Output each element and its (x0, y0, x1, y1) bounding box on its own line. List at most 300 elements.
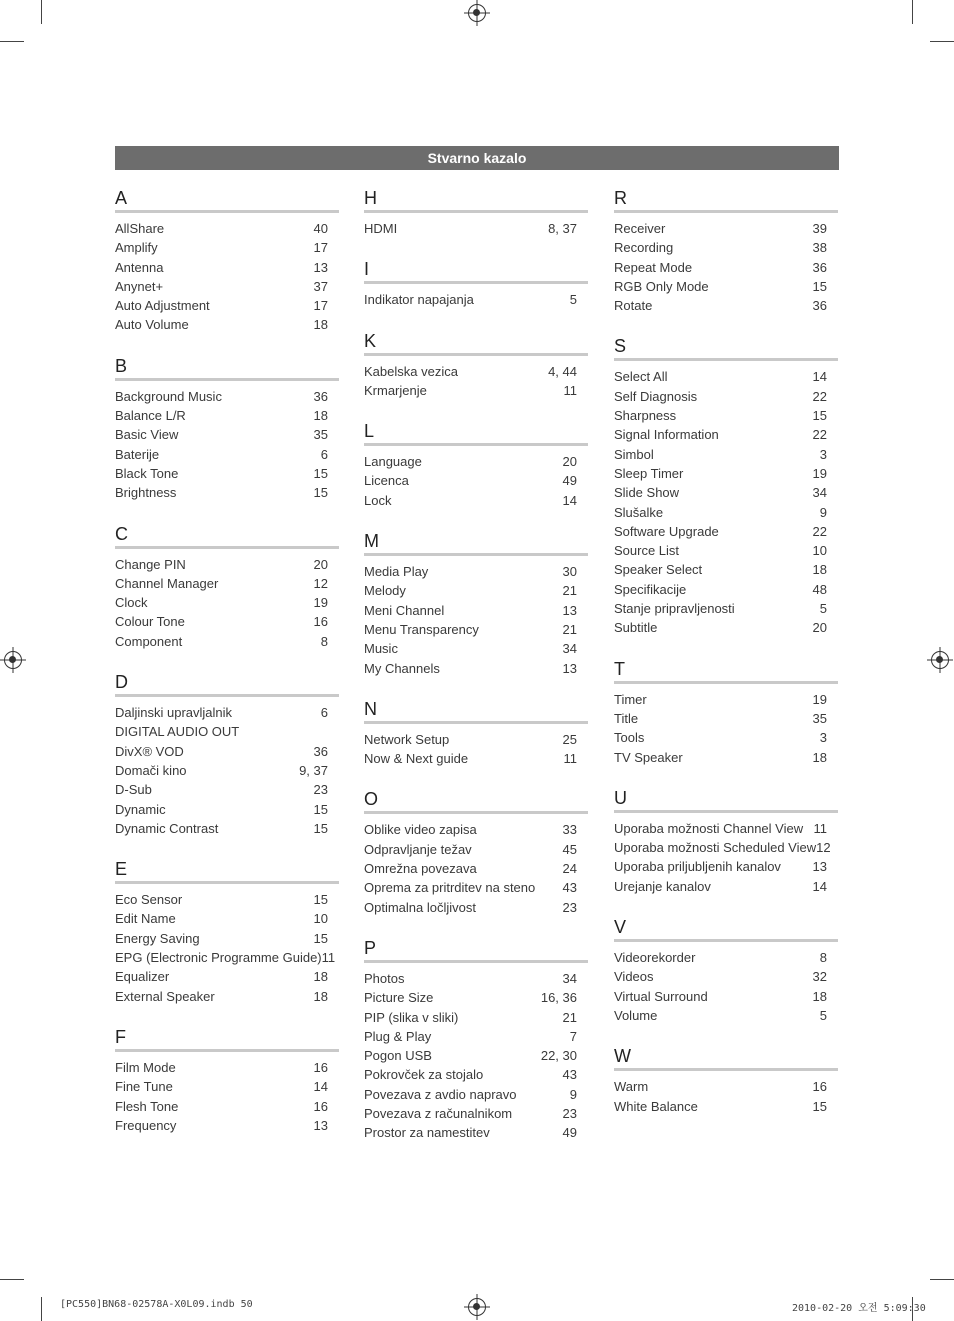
entry-term: Omrežna povezava (364, 861, 477, 877)
section-letter: U (614, 786, 838, 813)
index-entry (364, 362, 588, 381)
index-entry (364, 659, 588, 678)
entry-page: 8 (819, 950, 827, 966)
index-section-r (614, 186, 838, 315)
index-entry (115, 612, 339, 631)
entry-page: 18 (313, 988, 328, 1004)
entry-term: Dynamic Contrast (115, 820, 219, 836)
entry-term: TV Speaker (614, 749, 683, 765)
section-letter: L (364, 419, 588, 446)
index-entry (614, 464, 838, 483)
index-entry (115, 742, 339, 761)
section-letter: O (364, 787, 588, 814)
entry-term: Stanje pripravljenosti (614, 601, 735, 617)
entry-term: Auto Adjustment (115, 298, 210, 314)
entry-page: 15 (313, 801, 328, 817)
index-entry (614, 857, 838, 876)
index-section-a (115, 186, 339, 335)
entry-page: 11 (321, 950, 336, 966)
entry-page: 34 (812, 485, 827, 501)
index-section-p (364, 936, 588, 1143)
entry-page: 40 (313, 221, 328, 236)
entry-term: Domači kino (115, 762, 187, 778)
entry-term: Urejanje kanalov (614, 878, 711, 894)
index-section-h (364, 186, 588, 238)
entry-term: Brightness (115, 485, 177, 501)
section-letter: B (115, 354, 339, 381)
entry-page: 15 (313, 465, 328, 481)
entry-page: 49 (562, 1125, 577, 1141)
entry-page: 15 (313, 892, 328, 908)
entry-term: Menu Transparency (364, 621, 479, 637)
index-entry (364, 969, 588, 988)
index-section-f (115, 1025, 339, 1135)
entry-page: 16 (313, 1098, 328, 1114)
index-entry (364, 730, 588, 749)
entry-page: 14 (313, 1079, 328, 1095)
entry-term: Virtual Surround (614, 988, 708, 1004)
index-entry (115, 574, 339, 593)
entry-term: Language (364, 454, 422, 470)
entry-page: 14 (812, 369, 827, 385)
entry-term: Volume (614, 1007, 658, 1023)
index-entry (115, 1097, 339, 1116)
index-entry (364, 859, 588, 878)
entry-term: Flesh Tone (115, 1098, 179, 1114)
entry-term: Uporaba priljubljenih kanalov (614, 859, 781, 875)
entry-term: DIGITAL AUDIO OUT (115, 724, 240, 740)
index-entry (115, 315, 339, 334)
index-entry (364, 1008, 588, 1027)
entry-page: 12 (313, 575, 328, 591)
index-section-d (115, 670, 339, 838)
entry-term: Antenna (115, 259, 164, 275)
index-entry (364, 898, 588, 917)
entry-term: Music (364, 641, 398, 657)
index-entry (364, 290, 588, 309)
entry-term: Frequency (115, 1117, 177, 1133)
entry-term: Meni Channel (364, 602, 445, 618)
index-entry (364, 581, 588, 600)
index-entry (115, 722, 339, 741)
index-entry (614, 819, 838, 838)
entry-term: Source List (614, 543, 680, 559)
index-entry (115, 1116, 339, 1135)
index-entry (364, 988, 588, 1007)
entry-page: 20 (562, 454, 577, 470)
index-entry (614, 709, 838, 728)
index-entry (614, 599, 838, 618)
index-entry (614, 367, 838, 386)
entry-page: 32 (812, 969, 827, 985)
entry-page: 15 (812, 1098, 827, 1114)
entry-term: Speaker Select (614, 562, 703, 578)
index-entry (115, 258, 339, 277)
index-entry (115, 445, 339, 464)
index-entry (614, 748, 838, 767)
entry-term: Energy Saving (115, 930, 200, 946)
entry-page: 38 (812, 240, 827, 256)
index-entry (614, 258, 838, 277)
entry-term: Picture Size (364, 990, 434, 1006)
index-entry (364, 381, 588, 400)
entry-page: 13 (313, 259, 328, 275)
entry-term: Dynamic (115, 801, 166, 817)
index-entry (115, 890, 339, 909)
index-entry (614, 1006, 838, 1025)
entry-term: Auto Volume (115, 317, 189, 333)
section-letter: F (115, 1025, 339, 1052)
index-section-l (364, 419, 588, 510)
index-entry (115, 238, 339, 257)
index-entry (364, 1085, 588, 1104)
entry-term: My Channels (364, 660, 440, 676)
index-entry (115, 1077, 339, 1096)
entry-page: 3 (819, 730, 827, 746)
index-section-v (614, 915, 838, 1025)
entry-term: Eco Sensor (115, 892, 183, 908)
index-entry (614, 296, 838, 315)
entry-page: 6 (320, 446, 328, 462)
entry-page: 7 (569, 1028, 577, 1044)
entry-page: 12 (816, 840, 831, 856)
index-entry (115, 1058, 339, 1077)
section-letter: T (614, 657, 838, 684)
entry-term: Uporaba možnosti Channel View (614, 820, 804, 836)
index-entry (364, 620, 588, 639)
index-entry (115, 483, 339, 502)
entry-page: 43 (562, 880, 577, 896)
index-section-s (614, 334, 838, 637)
entry-term: AllShare (115, 221, 165, 236)
index-entry (115, 909, 339, 928)
entry-page: 34 (562, 970, 577, 986)
entry-page: 18 (812, 562, 827, 578)
entry-page: 25 (562, 731, 577, 747)
entry-term: Warm (614, 1079, 649, 1095)
entry-page: 15 (313, 485, 328, 501)
index-entry (614, 948, 838, 967)
index-entry (364, 1065, 588, 1084)
index-entry (614, 503, 838, 522)
entry-page: 21 (562, 1009, 577, 1025)
entry-page: 13 (313, 1117, 328, 1133)
index-entry (614, 277, 838, 296)
index-entry (115, 967, 339, 986)
entry-term: RGB Only Mode (614, 278, 709, 294)
entry-page: 22 (812, 388, 827, 404)
index-entry (364, 1123, 588, 1142)
entry-page: 9 (819, 504, 827, 520)
index-entry (364, 219, 588, 238)
entry-page: 13 (562, 602, 577, 618)
entry-page: 18 (313, 969, 328, 985)
entry-page: 10 (313, 911, 328, 927)
entry-term: Equalizer (115, 969, 170, 985)
entry-page: 18 (313, 408, 328, 424)
footer-file-info: [PC550]BN68-02578A-X0L09.indb 50 (60, 1299, 253, 1310)
entry-page: 30 (562, 564, 577, 580)
entry-page: 13 (812, 859, 827, 875)
entry-term: Black Tone (115, 465, 179, 481)
entry-page: 13 (562, 660, 577, 676)
entry-term: Oblike video zapisa (364, 822, 477, 838)
index-entry (364, 840, 588, 859)
index-entry (115, 219, 339, 238)
entry-page: 45 (562, 841, 577, 857)
entry-term: Now & Next guide (364, 751, 469, 767)
entry-page: 15 (812, 278, 827, 294)
index-entry (115, 780, 339, 799)
index-entry (115, 406, 339, 425)
entry-page: 36 (313, 743, 328, 759)
section-letter: K (364, 329, 588, 356)
entry-page: 20 (313, 556, 328, 572)
index-entry (614, 522, 838, 541)
entry-term: Baterije (115, 446, 160, 462)
index-entry (614, 877, 838, 896)
entry-page: 18 (812, 988, 827, 1004)
entry-term: D-Sub (115, 782, 152, 798)
entry-term: Melody (364, 583, 406, 599)
entry-term: Colour Tone (115, 614, 185, 630)
entry-term: Kabelska vezica (364, 363, 458, 379)
entry-page: 8, 37 (548, 221, 577, 236)
entry-term: EPG (Electronic Programme Guide) (115, 950, 322, 966)
index-column-2 (364, 186, 588, 1162)
entry-page: 9, 37 (299, 762, 328, 778)
entry-page: 16, 36 (540, 990, 577, 1006)
section-letter: S (614, 334, 838, 361)
entry-term: Oprema za pritrditev na steno (364, 880, 536, 896)
crop-mark (41, 1297, 42, 1321)
entry-page: 48 (812, 581, 827, 597)
entry-term: Balance L/R (115, 408, 186, 424)
index-section-u (614, 786, 838, 896)
entry-term: Anynet+ (115, 278, 164, 294)
entry-page: 11 (813, 820, 827, 836)
index-section-b (115, 354, 339, 503)
entry-term: Signal Information (614, 427, 719, 443)
index-entry (115, 632, 339, 651)
entry-page: 5 (819, 601, 827, 617)
entry-page: 23 (562, 1106, 577, 1122)
entry-term: Repeat Mode (614, 259, 693, 275)
entry-term: External Speaker (115, 988, 215, 1004)
entry-page: 49 (562, 473, 577, 489)
entry-term: Tools (614, 730, 645, 746)
entry-term: Select All (614, 369, 668, 385)
entry-page: 4, 44 (548, 363, 577, 379)
entry-term: Uporaba možnosti Scheduled View (614, 840, 817, 856)
section-letter: D (115, 670, 339, 697)
entry-term: Receiver (614, 221, 666, 236)
entry-page: 43 (562, 1067, 577, 1083)
entry-term: Subtitle (614, 620, 658, 636)
index-entry (614, 445, 838, 464)
crop-mark (0, 1279, 24, 1280)
index-entry (364, 491, 588, 510)
index-section-o (364, 787, 588, 916)
entry-page: 17 (313, 240, 328, 256)
entry-page: 14 (562, 492, 577, 508)
crop-mark (930, 41, 954, 42)
entry-term: Povezava z avdio napravo (364, 1086, 517, 1102)
crop-mark (930, 1279, 954, 1280)
index-entry (115, 819, 339, 838)
index-entry (364, 601, 588, 620)
entry-term: Fine Tune (115, 1079, 173, 1095)
entry-page: 20 (812, 620, 827, 636)
section-letter: M (364, 529, 588, 556)
entry-page: 22 (812, 427, 827, 443)
entry-term: Specifikacije (614, 581, 687, 597)
entry-term: Licenca (364, 473, 409, 489)
entry-term: Self Diagnosis (614, 388, 698, 404)
entry-page: 33 (562, 822, 577, 838)
index-column-3 (614, 186, 838, 1135)
index-entry (115, 593, 339, 612)
index-entry (364, 878, 588, 897)
entry-page: 16 (313, 1059, 328, 1075)
entry-page: 6 (320, 705, 328, 721)
entry-page: 11 (563, 751, 577, 767)
entry-term: Change PIN (115, 556, 186, 572)
entry-term: Edit Name (115, 911, 176, 927)
index-entry (614, 560, 838, 579)
index-entry (115, 387, 339, 406)
entry-term: Povezava z računalnikom (364, 1106, 513, 1122)
index-entry (364, 471, 588, 490)
section-letter: W (614, 1044, 838, 1071)
index-entry (614, 728, 838, 747)
index-entry (614, 387, 838, 406)
crop-mark (912, 0, 913, 24)
entry-page: 37 (313, 278, 328, 294)
entry-term: Sleep Timer (614, 465, 684, 481)
entry-term: Network Setup (364, 731, 450, 747)
index-entry (614, 618, 838, 637)
index-entry (115, 555, 339, 574)
entry-term: Sharpness (614, 408, 677, 424)
index-entry (614, 483, 838, 502)
entry-page: 15 (313, 820, 328, 836)
section-letter: P (364, 936, 588, 963)
entry-term: Slide Show (614, 485, 680, 501)
entry-term: Background Music (115, 388, 222, 404)
entry-page: 8 (320, 633, 328, 649)
entry-page: 18 (812, 749, 827, 765)
entry-page: 15 (812, 408, 827, 424)
entry-term: Videorekorder (614, 950, 696, 966)
index-entry (364, 820, 588, 839)
entry-term: Component (115, 633, 183, 649)
index-entry (614, 580, 838, 599)
entry-page: 34 (562, 641, 577, 657)
section-letter: I (364, 257, 588, 284)
entry-term: Pokrovček za stojalo (364, 1067, 484, 1083)
entry-term: Prostor za namestitev (364, 1125, 490, 1141)
registration-mark-icon (4, 651, 22, 669)
section-letter: H (364, 186, 588, 213)
index-entry (364, 1104, 588, 1123)
entry-page: 19 (313, 595, 328, 611)
entry-term: Rotate (614, 298, 653, 314)
crop-mark (41, 0, 42, 24)
crop-mark (0, 41, 24, 42)
entry-page: 9 (569, 1086, 577, 1102)
entry-term: Software Upgrade (614, 523, 719, 539)
entry-page: 19 (812, 691, 827, 707)
entry-term: Clock (115, 595, 148, 611)
section-letter: A (115, 186, 339, 213)
entry-page: 19 (812, 465, 827, 481)
entry-page: 22 (812, 523, 827, 539)
section-letter: N (364, 697, 588, 724)
entry-page: 22, 30 (540, 1048, 577, 1064)
page-title: Stvarno kazalo (115, 146, 839, 170)
index-entry (614, 425, 838, 444)
entry-term: Photos (364, 970, 405, 986)
entry-term: Odpravljanje težav (364, 841, 472, 857)
index-entry (614, 838, 838, 857)
section-letter: V (614, 915, 838, 942)
entry-page: 11 (563, 382, 577, 398)
index-section-t (614, 657, 838, 767)
entry-page: 23 (313, 782, 328, 798)
entry-page: 10 (812, 543, 827, 559)
entry-term: Basic View (115, 427, 179, 443)
index-entry (115, 948, 339, 967)
entry-term: Film Mode (115, 1059, 176, 1075)
entry-term: Channel Manager (115, 575, 219, 591)
entry-term: Amplify (115, 240, 158, 256)
entry-page: 36 (812, 259, 827, 275)
entry-term: Pogon USB (364, 1048, 432, 1064)
entry-term: Title (614, 710, 639, 726)
entry-page: 24 (562, 861, 577, 877)
entry-term: Videos (614, 969, 654, 985)
index-entry (614, 219, 838, 238)
index-entry (614, 1097, 838, 1116)
index-entry (614, 406, 838, 425)
registration-mark-icon (468, 4, 486, 22)
registration-mark-icon (931, 651, 949, 669)
index-section-k (364, 329, 588, 401)
entry-term: Optimalna ločljivost (364, 899, 476, 915)
entry-term: Daljinski upravljalnik (115, 705, 233, 721)
entry-term: Simbol (614, 446, 654, 462)
entry-page: 36 (313, 388, 328, 404)
index-section-e (115, 857, 339, 1006)
index-entry (364, 562, 588, 581)
entry-page: 3 (819, 446, 827, 462)
entry-page: 21 (562, 583, 577, 599)
index-entry (115, 929, 339, 948)
entry-term: Timer (614, 691, 647, 707)
entry-page: 18 (313, 317, 328, 333)
entry-page: 16 (313, 614, 328, 630)
section-letter: E (115, 857, 339, 884)
entry-term: PIP (slika v sliki) (364, 1009, 459, 1025)
entry-page: 17 (313, 298, 328, 314)
index-entry (115, 425, 339, 444)
entry-page: 23 (562, 899, 577, 915)
entry-term: White Balance (614, 1098, 698, 1114)
index-section-c (115, 522, 339, 651)
entry-term: Slušalke (614, 504, 664, 520)
entry-term: Plug & Play (364, 1028, 432, 1044)
